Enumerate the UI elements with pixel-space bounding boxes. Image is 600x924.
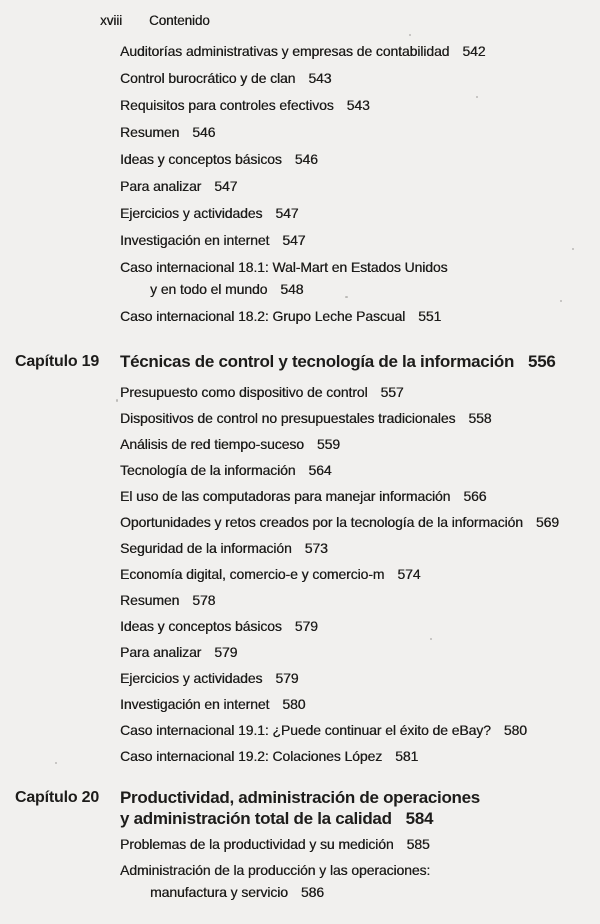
entry-text: Caso internacional 18.1: Wal-Mart en Estados Unidos: [120, 259, 448, 275]
chapter-title: [120, 351, 556, 372]
entry-wrap-line: manufactura y servicio 586: [150, 884, 324, 900]
page-number: 573: [304, 540, 328, 556]
scan-speck: [430, 638, 432, 640]
entry-text: Ideas y conceptos básicos: [120, 618, 282, 634]
page-number: 580: [503, 722, 527, 738]
scan-speck: [55, 762, 57, 764]
scan-speck: [560, 300, 562, 302]
chapter-title-line: Técnicas de control y tecnología de la información 556: [120, 352, 556, 371]
page-number: 579: [275, 670, 299, 686]
entry-text: Para analizar: [120, 644, 202, 660]
page-number: 547: [275, 205, 299, 221]
page-header-title: Contenido: [149, 13, 210, 28]
page-number: 585: [406, 836, 430, 852]
chapter-heading: [15, 351, 600, 372]
chapter-label: Capítulo 20: [15, 789, 100, 806]
entry-text: Administración de la producción y las operaciones:: [120, 862, 431, 878]
toc-entry: [120, 256, 600, 300]
entry-text: Ejercicios y actividades: [120, 670, 263, 686]
toc-entry: [120, 202, 600, 224]
entry-text: Resumen: [120, 592, 180, 608]
entry-text: Caso internacional 19.2: Colaciones López: [120, 748, 383, 764]
toc-entry: [120, 175, 600, 197]
toc-entry: [120, 94, 600, 116]
toc-entry: [120, 305, 600, 327]
page-number: 578: [192, 592, 216, 608]
toc-entry: [120, 745, 600, 767]
toc-entry: [120, 615, 600, 637]
entry-text: Resumen: [120, 124, 180, 140]
page-number: 547: [282, 232, 306, 248]
chapter-page-number: 584: [405, 809, 434, 828]
toc-entry: [120, 40, 600, 62]
toc-entry: [120, 537, 600, 559]
entry-text: Auditorías administrativas y empresas de contabilidad: [120, 43, 450, 59]
toc-entry: [120, 148, 600, 170]
entry-text: Ejercicios y actividades: [120, 205, 263, 221]
entry-text: Economía digital, comercio-e y comercio-m: [120, 566, 385, 582]
page-number: 574: [397, 566, 421, 582]
entry-text: Caso internacional 18.2: Grupo Leche Pascual: [120, 308, 406, 324]
toc-entry: [120, 67, 600, 89]
page-number: 558: [468, 410, 492, 426]
page-number: 566: [463, 488, 487, 504]
entry-text: Investigación en internet: [120, 232, 270, 248]
entry-text: Requisitos para controles efectivos: [120, 97, 334, 113]
toc-entry: [120, 719, 600, 741]
toc-entry: [120, 229, 600, 251]
toc-entry: [120, 833, 600, 855]
page-header: [100, 12, 600, 30]
entry-text: Presupuesto como dispositivo de control: [120, 384, 368, 400]
entry-text: Investigación en internet: [120, 696, 270, 712]
toc-entry: [120, 485, 600, 507]
toc-section: [15, 40, 600, 327]
entry-text: Caso internacional 19.1: ¿Puede continuar el éxito de eBay?: [120, 722, 491, 738]
section-entries: [120, 833, 600, 903]
entry-text: Para analizar: [120, 178, 202, 194]
toc-entry: [120, 667, 600, 689]
sections-host: [15, 40, 600, 903]
toc-entry: [120, 459, 600, 481]
page-number: 564: [308, 462, 332, 478]
section-entries: [120, 40, 600, 327]
entry-text: El uso de las computadoras para manejar información: [120, 488, 451, 504]
page-number: 580: [282, 696, 306, 712]
page-number: 548: [280, 281, 304, 297]
toc-entry: [120, 511, 600, 533]
toc-entry: [120, 589, 600, 611]
entry-text: Problemas de la productividad y su medición: [120, 836, 394, 852]
entry-wrap-line: y en todo el mundo 548: [150, 281, 304, 297]
entry-text: Seguridad de la información: [120, 540, 292, 556]
page-number: 543: [346, 97, 370, 113]
page-number: 579: [294, 618, 318, 634]
page-number: 543: [308, 70, 332, 86]
toc-section: [15, 351, 600, 767]
page-number: 557: [380, 384, 404, 400]
scan-speck: [572, 248, 574, 250]
page-number: 586: [300, 884, 324, 900]
entry-text: Oportunidades y retos creados por la tecnología de la información: [120, 514, 523, 530]
entry-text: Control burocrático y de clan: [120, 70, 296, 86]
toc-entry: [120, 381, 600, 403]
entry-text: Análisis de red tiempo-suceso: [120, 436, 304, 452]
scan-speck: [116, 399, 118, 402]
page-number: 581: [395, 748, 419, 764]
page-number: 547: [214, 178, 238, 194]
toc-entry: [120, 641, 600, 663]
toc-section: [15, 787, 600, 903]
scan-speck: [345, 296, 348, 298]
page-number: 579: [214, 644, 238, 660]
chapter-title: [120, 787, 480, 829]
page-number: 551: [418, 308, 442, 324]
chapter-title-line: Productividad, administración de operaciones: [120, 788, 480, 807]
page-number: 546: [294, 151, 318, 167]
toc-entry: [120, 433, 600, 455]
chapter-label: Capítulo 19: [15, 353, 100, 370]
scan-speck: [409, 34, 411, 36]
toc-entry: [120, 407, 600, 429]
entry-text: Ideas y conceptos básicos: [120, 151, 282, 167]
chapter-heading: [15, 787, 600, 829]
page-folio: xviii: [100, 13, 122, 28]
entry-text: Dispositivos de control no presupuestales tradicionales: [120, 410, 456, 426]
page-number: 569: [535, 514, 559, 530]
chapter-page-number: 556: [528, 352, 556, 371]
toc-entry: [120, 121, 600, 143]
section-entries: [120, 381, 600, 767]
page-number: 559: [316, 436, 340, 452]
toc-entry: [120, 859, 600, 903]
entry-text: Tecnología de la información: [120, 462, 296, 478]
page-number: 542: [462, 43, 486, 59]
scan-speck: [476, 96, 478, 98]
page-number: 546: [192, 124, 216, 140]
toc-entry: [120, 693, 600, 715]
toc-entry: [120, 563, 600, 585]
chapter-title-line: y administración total de la calidad 584: [120, 809, 434, 828]
